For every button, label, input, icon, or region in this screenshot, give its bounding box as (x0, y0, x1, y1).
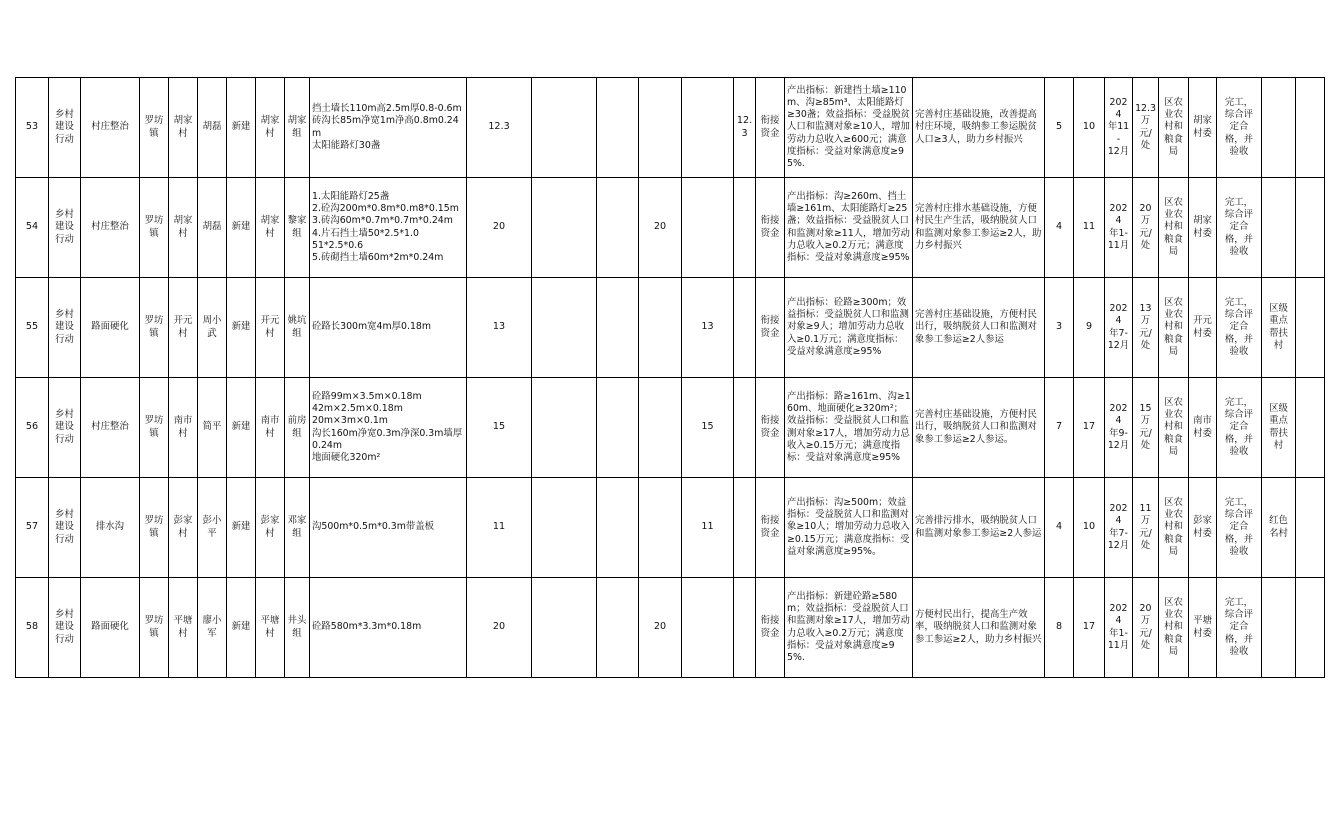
benefit-mechanism-cell: 完善村庄排水基础设施，方便村民生产生活，吸纳脱贫人口和监测对象参工参运≥2人，助力乡村振兴 (913, 178, 1045, 278)
leader-cell: 周小 武 (198, 278, 227, 378)
construction-content-cell: 1.太阳能路灯25盏 2.砼沟200m*0.8m*0.m8*0.15m 3.砖沟60m*0.7m*0.7m*0.24m 4.片石挡土墙50*2.5*1.0 51*2.5*0.6 5.砖砌挡土墙60m*2m*0.24m (310, 178, 467, 278)
department-cell: 区农 业农 村和 粮食 局 (1159, 378, 1189, 478)
fund-col-2-cell (597, 278, 639, 378)
project-type-cell: 路面硬化 (81, 278, 140, 378)
note-cell: 区级 重点 帮扶 村 (1262, 378, 1296, 478)
construction-content-cell: 砼路长300m宽4m厚0.18m (310, 278, 467, 378)
village-cell: 胡家 村 (169, 78, 198, 178)
note-cell (1262, 78, 1296, 178)
acceptance-cell: 完工， 综合评 定合 格，并 验收 (1217, 178, 1262, 278)
fund-col-3-cell (639, 278, 682, 378)
households-cell: 4 (1045, 178, 1074, 278)
people-cell: 10 (1074, 478, 1105, 578)
fund-col-5-cell (734, 178, 756, 278)
performance-indicator-cell: 产出指标：路≥161m、沟≥160m、地面硬化≥320m²；效益指标：受益脱贫人口和监测对象≥17人，增加劳动力总收入≥0.15万元；满意度指标：受益对象满意度≥95% (785, 378, 913, 478)
leader-cell: 廖小 军 (198, 578, 227, 678)
site-group-cell: 胡家 组 (285, 78, 310, 178)
fund-col-4-cell: 11 (682, 478, 734, 578)
table-row (16, 378, 1325, 478)
fund-source-cell: 衔接 资金 (756, 178, 785, 278)
town-cell: 罗坊 镇 (140, 278, 169, 378)
total-investment-cell: 13 (467, 278, 532, 378)
category-cell: 乡村 建设 行动 (49, 78, 81, 178)
build-type-cell: 新建 (227, 178, 256, 278)
fund-col-5-cell (734, 378, 756, 478)
performance-indicator-cell: 产出指标：砼路≥300m；效益指标：受益脱贫人口和监测对象≥9人；增加劳动力总收入≥0.1万元；满意度指标：受益对象满意度≥95% (785, 278, 913, 378)
table-row (16, 278, 1325, 378)
subsidy-standard-cell: 15万 元/处 (1133, 378, 1159, 478)
fund-col-2-cell (597, 178, 639, 278)
project-type-cell: 村庄整治 (81, 178, 140, 278)
fund-col-1-cell (532, 478, 597, 578)
households-cell: 3 (1045, 278, 1074, 378)
construction-content-cell: 砼路580m*3.3m*0.18m (310, 578, 467, 678)
note-cell: 红色 名村 (1262, 478, 1296, 578)
people-cell: 17 (1074, 378, 1105, 478)
site-village-cell: 平塘 村 (256, 578, 285, 678)
village-cell: 开元 村 (169, 278, 198, 378)
benefit-mechanism-cell: 完善排污排水，吸纳脱贫人口和监测对象参工参运≥2人参运 (913, 478, 1045, 578)
fund-source-cell: 衔接 资金 (756, 78, 785, 178)
owner-cell: 开元 村委 (1189, 278, 1217, 378)
note-cell: 区级 重点 帮扶 村 (1262, 278, 1296, 378)
village-cell: 平塘 村 (169, 578, 198, 678)
owner-cell: 胡家 村委 (1189, 178, 1217, 278)
department-cell: 区农 业农 村和 粮食 局 (1159, 478, 1189, 578)
subsidy-standard-cell: 20万 元/处 (1133, 178, 1159, 278)
fund-col-4-cell (682, 78, 734, 178)
category-cell: 乡村 建设 行动 (49, 178, 81, 278)
build-type-cell: 新建 (227, 378, 256, 478)
fund-col-2-cell (597, 478, 639, 578)
build-type-cell: 新建 (227, 478, 256, 578)
village-cell: 南市 村 (169, 378, 198, 478)
extra-cell (1296, 378, 1325, 478)
acceptance-cell: 完工， 综合评 定合 格，并 验收 (1217, 78, 1262, 178)
period-cell: 2024 年11- 12月 (1105, 78, 1133, 178)
town-cell: 罗坊 镇 (140, 378, 169, 478)
subsidy-standard-cell: 13万 元/处 (1133, 278, 1159, 378)
fund-col-3-cell (639, 78, 682, 178)
table-body (16, 78, 1325, 678)
acceptance-cell: 完工， 综合评 定合 格，并 验收 (1217, 278, 1262, 378)
benefit-mechanism-cell: 完善村庄基础设施，方便村民出行，吸纳脱贫人口和监测对象参工参运≥2人参运。 (913, 378, 1045, 478)
households-cell: 4 (1045, 478, 1074, 578)
row-number: 56 (16, 378, 49, 478)
row-number: 53 (16, 78, 49, 178)
performance-indicator-cell: 产出指标：新建砼路≥580m；效益指标：受益脱贫人口和监测对象≥17人，增加劳动力总收入≥0.2万元；满意度指标：受益对象满意度≥95%. (785, 578, 913, 678)
fund-source-cell: 衔接 资金 (756, 478, 785, 578)
table-row (16, 478, 1325, 578)
project-type-cell: 村庄整治 (81, 78, 140, 178)
construction-content-cell: 砼路99m×3.5m×0.18m 42m×2.5m×0.18m 20m×3m×0.1m 沟长160m净宽0.3m净深0.3m墙厚0.24m 地面硬化320m² (310, 378, 467, 478)
people-cell: 11 (1074, 178, 1105, 278)
extra-cell (1296, 578, 1325, 678)
site-village-cell: 开元 村 (256, 278, 285, 378)
extra-cell (1296, 178, 1325, 278)
build-type-cell: 新建 (227, 278, 256, 378)
households-cell: 7 (1045, 378, 1074, 478)
fund-col-2-cell (597, 78, 639, 178)
extra-cell (1296, 78, 1325, 178)
department-cell: 区农 业农 村和 粮食 局 (1159, 578, 1189, 678)
fund-source-cell: 衔接 资金 (756, 578, 785, 678)
total-investment-cell: 20 (467, 178, 532, 278)
total-investment-cell: 11 (467, 478, 532, 578)
extra-cell (1296, 278, 1325, 378)
table-row (16, 178, 1325, 278)
benefit-mechanism-cell: 方便村民出行，提高生产效率，吸纳脱贫人口和监测对象参工参运≥2人，助力乡村振兴 (913, 578, 1045, 678)
fund-col-3-cell: 20 (639, 178, 682, 278)
category-cell: 乡村 建设 行动 (49, 278, 81, 378)
row-number: 55 (16, 278, 49, 378)
row-number: 57 (16, 478, 49, 578)
category-cell: 乡村 建设 行动 (49, 578, 81, 678)
acceptance-cell: 完工， 综合评 定合 格，并 验收 (1217, 478, 1262, 578)
fund-col-4-cell: 15 (682, 378, 734, 478)
fund-col-5-cell (734, 578, 756, 678)
fund-col-5-cell (734, 478, 756, 578)
department-cell: 区农 业农 村和 粮食 局 (1159, 178, 1189, 278)
fund-col-1-cell (532, 78, 597, 178)
fund-col-4-cell (682, 178, 734, 278)
performance-indicator-cell: 产出指标：沟≥260m、挡土墙≥161m、太阳能路灯≥25盏；效益指标：受益脱贫人口和监测对象≥11人，增加劳动力总收入≥0.2万元；满意度指标：受益对象满意度≥95% (785, 178, 913, 278)
site-village-cell: 南市 村 (256, 378, 285, 478)
performance-indicator-cell: 产出指标：沟≥500m；效益指标：受益脱贫人口和监测对象≥10人；增加劳动力总收入≥0.15万元；满意度指标：受益对象满意度≥95%。 (785, 478, 913, 578)
fund-col-2-cell (597, 378, 639, 478)
period-cell: 2024 年9- 12月 (1105, 378, 1133, 478)
fund-col-5-cell: 12.3 (734, 78, 756, 178)
total-investment-cell: 20 (467, 578, 532, 678)
owner-cell: 平塘 村委 (1189, 578, 1217, 678)
table-row (16, 78, 1325, 178)
leader-cell: 彭小 平 (198, 478, 227, 578)
site-group-cell: 邓家 组 (285, 478, 310, 578)
department-cell: 区农 业农 村和 粮食 局 (1159, 278, 1189, 378)
subsidy-standard-cell: 12.3 万元/ 处 (1133, 78, 1159, 178)
period-cell: 2024 年1- 11月 (1105, 178, 1133, 278)
benefit-mechanism-cell: 完善村庄基础设施，方便村民出行，吸纳脱贫人口和监测对象参工参运≥2人参运 (913, 278, 1045, 378)
fund-col-3-cell (639, 378, 682, 478)
extra-cell (1296, 478, 1325, 578)
performance-indicator-cell: 产出指标：新建挡土墙≥110m、沟≥85m³、太阳能路灯≥30盏；效益指标：受益脱贫人口和监测对象≥10人，增加劳动力总收入≥600元；满意度指标：受益对象满意度≥95%. (785, 78, 913, 178)
category-cell: 乡村 建设 行动 (49, 478, 81, 578)
leader-cell: 简平 (198, 378, 227, 478)
fund-source-cell: 衔接 资金 (756, 378, 785, 478)
project-table (15, 77, 1325, 678)
fund-col-4-cell (682, 578, 734, 678)
benefit-mechanism-cell: 完善村庄基础设施，改善提高村庄环境，吸纳参工参运脱贫人口≥3人，助力乡村振兴 (913, 78, 1045, 178)
town-cell: 罗坊 镇 (140, 478, 169, 578)
table-row (16, 578, 1325, 678)
households-cell: 8 (1045, 578, 1074, 678)
fund-col-5-cell (734, 278, 756, 378)
town-cell: 罗坊 镇 (140, 178, 169, 278)
fund-col-3-cell: 20 (639, 578, 682, 678)
construction-content-cell: 沟500m*0.5m*0.3m带盖板 (310, 478, 467, 578)
site-group-cell: 前房 组 (285, 378, 310, 478)
town-cell: 罗坊 镇 (140, 578, 169, 678)
leader-cell: 胡磊 (198, 78, 227, 178)
fund-col-1-cell (532, 378, 597, 478)
site-village-cell: 胡家 村 (256, 178, 285, 278)
note-cell (1262, 178, 1296, 278)
period-cell: 2024 年7- 12月 (1105, 478, 1133, 578)
total-investment-cell: 12.3 (467, 78, 532, 178)
project-type-cell: 村庄整治 (81, 378, 140, 478)
build-type-cell: 新建 (227, 78, 256, 178)
owner-cell: 南市 村委 (1189, 378, 1217, 478)
subsidy-standard-cell: 11万 元/处 (1133, 478, 1159, 578)
fund-col-1-cell (532, 278, 597, 378)
acceptance-cell: 完工， 综合评 定合 格，并 验收 (1217, 378, 1262, 478)
note-cell (1262, 578, 1296, 678)
total-investment-cell: 15 (467, 378, 532, 478)
row-number: 54 (16, 178, 49, 278)
site-group-cell: 井头 组 (285, 578, 310, 678)
site-village-cell: 彭家 村 (256, 478, 285, 578)
acceptance-cell: 完工， 综合评 定合 格，并 验收 (1217, 578, 1262, 678)
site-group-cell: 姚坑 组 (285, 278, 310, 378)
households-cell: 5 (1045, 78, 1074, 178)
project-type-cell: 路面硬化 (81, 578, 140, 678)
town-cell: 罗坊 镇 (140, 78, 169, 178)
site-group-cell: 黎家 组 (285, 178, 310, 278)
village-cell: 彭家 村 (169, 478, 198, 578)
category-cell: 乡村 建设 行动 (49, 378, 81, 478)
project-type-cell: 排水沟 (81, 478, 140, 578)
fund-col-1-cell (532, 578, 597, 678)
fund-col-4-cell: 13 (682, 278, 734, 378)
leader-cell: 胡磊 (198, 178, 227, 278)
period-cell: 2024 年1- 11月 (1105, 578, 1133, 678)
fund-col-2-cell (597, 578, 639, 678)
fund-source-cell: 衔接 资金 (756, 278, 785, 378)
fund-col-3-cell (639, 478, 682, 578)
people-cell: 10 (1074, 78, 1105, 178)
owner-cell: 胡家 村委 (1189, 78, 1217, 178)
people-cell: 9 (1074, 278, 1105, 378)
period-cell: 2024 年7- 12月 (1105, 278, 1133, 378)
construction-content-cell: 挡土墙长110m高2.5m厚0.8-0.6m 砖沟长85m净宽1m净高0.8m0.24m 太阳能路灯30盏 (310, 78, 467, 178)
department-cell: 区农 业农 村和 粮食 局 (1159, 78, 1189, 178)
village-cell: 胡家 村 (169, 178, 198, 278)
row-number: 58 (16, 578, 49, 678)
people-cell: 17 (1074, 578, 1105, 678)
owner-cell: 彭家 村委 (1189, 478, 1217, 578)
subsidy-standard-cell: 20万 元/处 (1133, 578, 1159, 678)
build-type-cell: 新建 (227, 578, 256, 678)
site-village-cell: 胡家 村 (256, 78, 285, 178)
fund-col-1-cell (532, 178, 597, 278)
